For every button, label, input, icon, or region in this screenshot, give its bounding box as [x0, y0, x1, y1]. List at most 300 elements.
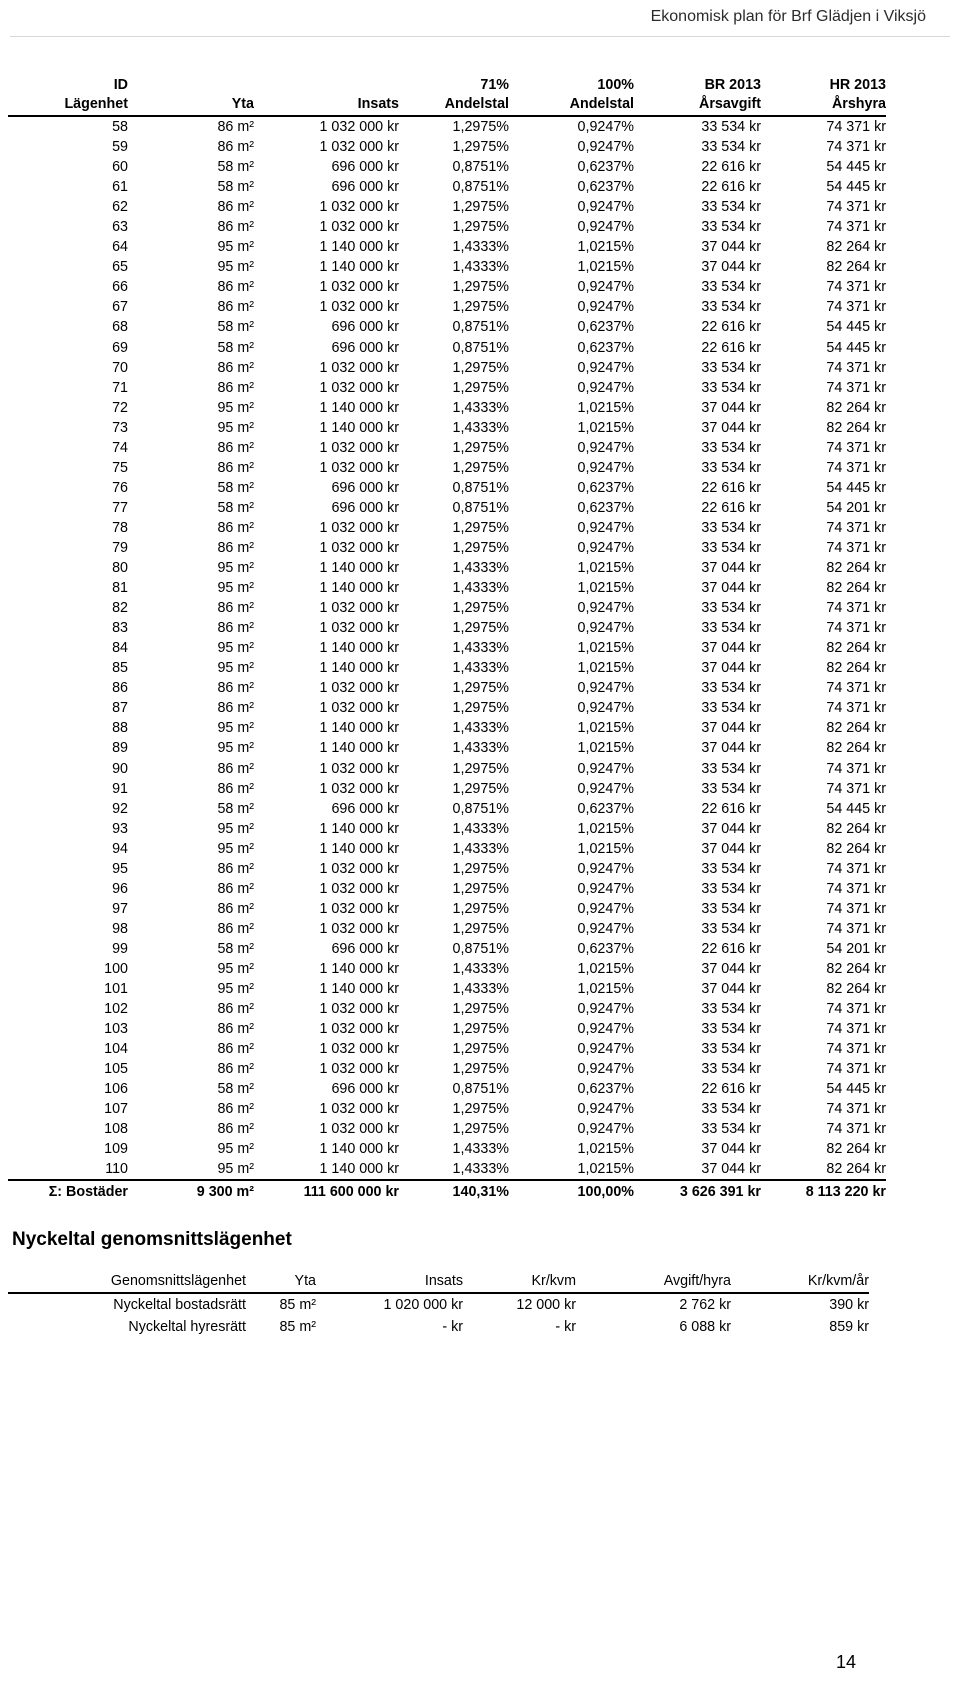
table-cell: 82 264 kr	[826, 840, 886, 857]
table-cell: 104	[104, 1041, 128, 1058]
table-cell: 74 371 kr	[826, 1021, 886, 1038]
table-cell: 1 032 000 kr	[319, 519, 399, 536]
table-cell: 74 371 kr	[826, 459, 886, 476]
table-cell: 33 534 kr	[701, 620, 761, 637]
table-cell: 95 m²	[217, 1141, 254, 1158]
table-cell: 696 000 kr	[331, 179, 399, 196]
header-cell: HR 2013	[829, 77, 886, 93]
table-cell: 95 m²	[217, 1161, 254, 1178]
table-row	[8, 979, 886, 999]
table-cell: 0,9247%	[577, 359, 634, 376]
table-cell: 33 534 kr	[701, 459, 761, 476]
table-cell: 33 534 kr	[701, 139, 761, 156]
table-cell: 1,4333%	[452, 820, 509, 837]
table-cell: 1 032 000 kr	[319, 900, 399, 917]
table-cell: 1,2975%	[452, 139, 509, 156]
table-row	[8, 759, 886, 779]
table-cell: 1,0215%	[577, 740, 634, 757]
table-cell: 33 534 kr	[701, 1121, 761, 1138]
table-cell: 95 m²	[217, 580, 254, 597]
table-cell: 86 m²	[217, 459, 254, 476]
header-divider	[10, 36, 950, 37]
table-row	[8, 1019, 886, 1039]
table-cell: 1,2975%	[452, 600, 509, 617]
table-cell: 58 m²	[217, 800, 254, 817]
table-cell: 0,9247%	[577, 1061, 634, 1078]
table-cell: 0,9247%	[577, 620, 634, 637]
table-cell: 1,4333%	[452, 580, 509, 597]
table-cell: 86 m²	[217, 540, 254, 556]
table-header-row	[8, 95, 886, 116]
table-cell: 1,2975%	[452, 279, 509, 296]
table-cell: 74 371 kr	[826, 760, 886, 777]
header-cell: Insats	[316, 1270, 463, 1293]
total-cell: 3 626 391 kr	[634, 1180, 761, 1203]
table-cell: 1,4333%	[452, 560, 509, 577]
total-row	[8, 1180, 886, 1203]
table-cell: 54 445 kr	[826, 159, 886, 176]
key-figures-row	[8, 1293, 869, 1316]
table-row	[8, 939, 886, 959]
table-cell: 0,9247%	[577, 139, 634, 156]
table-row	[8, 879, 886, 899]
table-cell: 86 m²	[217, 1041, 254, 1058]
table-cell: 37 044 kr	[701, 399, 761, 416]
table-cell: 74 371 kr	[826, 1041, 886, 1058]
table-row	[8, 658, 886, 678]
table-cell: 82 264 kr	[826, 640, 886, 657]
table-cell: 33 534 kr	[701, 880, 761, 897]
table-cell: 0,9247%	[577, 299, 634, 316]
table-cell: 95 m²	[217, 560, 254, 577]
table-cell: 74 371 kr	[826, 860, 886, 877]
table-cell: 74 371 kr	[826, 439, 886, 456]
table-cell: 1 032 000 kr	[319, 680, 399, 697]
table-cell: 0,9247%	[577, 439, 634, 456]
table-cell: 1,4333%	[452, 640, 509, 657]
table-cell: 1,0215%	[577, 259, 634, 276]
table-cell: 1 032 000 kr	[319, 1001, 399, 1018]
table-cell: 95 m²	[217, 981, 254, 998]
table-row	[8, 378, 886, 398]
table-cell: 1,2975%	[452, 1041, 509, 1058]
table-cell: 0,6237%	[577, 319, 634, 336]
table-cell: 37 044 kr	[701, 840, 761, 857]
table-cell: 95 m²	[217, 239, 254, 256]
table-cell: 90	[112, 760, 128, 777]
table-cell: 86 m²	[217, 900, 254, 917]
table-cell: 696 000 kr	[331, 319, 399, 336]
table-row	[8, 1099, 886, 1119]
table-cell: 1,2975%	[452, 700, 509, 717]
table-cell: 109	[104, 1141, 128, 1158]
table-cell: 74 371 kr	[826, 600, 886, 617]
table-cell: 1 032 000 kr	[319, 139, 399, 156]
table-cell: 1 140 000 kr	[319, 419, 399, 436]
table-cell: 0,9247%	[577, 199, 634, 216]
table-cell: 82 264 kr	[826, 239, 886, 256]
table-cell: 33 534 kr	[701, 379, 761, 396]
table-cell: 0,8751%	[452, 479, 509, 496]
table-cell: 22 616 kr	[701, 940, 761, 957]
table-cell: 98	[112, 920, 128, 937]
table-row	[8, 1159, 886, 1180]
table-cell: 95 m²	[217, 399, 254, 416]
table-cell: 37 044 kr	[701, 960, 761, 977]
table-cell: 1 032 000 kr	[319, 920, 399, 937]
table-cell: 1,0215%	[577, 720, 634, 737]
table-cell: 54 445 kr	[826, 1081, 886, 1098]
header-cell: 100%	[597, 77, 634, 93]
table-cell: 0,9247%	[577, 540, 634, 556]
table-cell: 1 032 000 kr	[319, 880, 399, 897]
table-cell: 0,9247%	[577, 900, 634, 917]
table-row	[8, 297, 886, 317]
table-row	[8, 638, 886, 658]
table-cell: 1,0215%	[577, 840, 634, 857]
table-cell: 1,4333%	[452, 419, 509, 436]
table-cell: 1 140 000 kr	[319, 820, 399, 837]
page-number: 14	[835, 1652, 856, 1672]
table-row	[8, 558, 886, 578]
table-cell: 110	[105, 1161, 128, 1178]
table-cell: 1 032 000 kr	[319, 119, 399, 136]
table-cell: 86 m²	[217, 199, 254, 216]
key-figures-table	[8, 1270, 869, 1338]
table-cell: 33 534 kr	[701, 860, 761, 877]
table-cell: 86 m²	[217, 139, 254, 156]
table-cell: 0,9247%	[577, 680, 634, 697]
header-cell: Kr/kvm	[463, 1270, 576, 1293]
table-row	[8, 1119, 886, 1139]
table-cell: 22 616 kr	[701, 499, 761, 516]
table-cell: 82 264 kr	[826, 259, 886, 276]
table-cell: 1,0215%	[577, 820, 634, 837]
table-row	[8, 698, 886, 718]
table-cell: 0,8751%	[452, 940, 509, 957]
table-cell: 696 000 kr	[331, 339, 399, 356]
table-cell: 1 032 000 kr	[319, 620, 399, 637]
table-cell: 58 m²	[217, 940, 254, 957]
table-cell: 74 371 kr	[826, 880, 886, 897]
table-cell: 0,9247%	[577, 920, 634, 937]
table-cell: 33 534 kr	[701, 199, 761, 216]
table-cell: 74 371 kr	[826, 620, 886, 637]
table-cell: 82 264 kr	[826, 981, 886, 998]
table-cell: 54 445 kr	[826, 339, 886, 356]
table-cell: 1,4333%	[452, 740, 509, 757]
table-cell: 100	[104, 960, 128, 977]
table-row	[8, 177, 886, 197]
table-cell: 1 140 000 kr	[319, 259, 399, 276]
table-cell: 1,2975%	[452, 900, 509, 917]
table-cell: 1,2975%	[452, 860, 509, 877]
table-cell: 82 264 kr	[826, 1161, 886, 1178]
table-cell: 86 m²	[217, 359, 254, 376]
table-cell: 82 264 kr	[826, 419, 886, 436]
table-cell: 1 032 000 kr	[319, 1061, 399, 1078]
total-cell: 8 113 220 kr	[761, 1180, 886, 1203]
table-cell: 1 020 000 kr	[383, 1297, 463, 1313]
table-row	[8, 718, 886, 738]
table-cell: 1 032 000 kr	[319, 379, 399, 396]
table-cell: 696 000 kr	[331, 940, 399, 957]
table-cell: 1 032 000 kr	[319, 359, 399, 376]
table-cell: 0,9247%	[577, 279, 634, 296]
table-cell: 71	[112, 379, 128, 396]
table-cell: 0,9247%	[577, 700, 634, 717]
table-cell: 0,9247%	[577, 1041, 634, 1058]
table-row	[8, 1139, 886, 1159]
table-cell: 1 140 000 kr	[319, 840, 399, 857]
table-cell: 0,9247%	[577, 379, 634, 396]
table-cell: 95 m²	[217, 740, 254, 757]
table-row	[8, 899, 886, 919]
table-cell: 85	[112, 660, 128, 677]
table-cell: 58 m²	[217, 479, 254, 496]
table-cell: 70	[112, 359, 128, 376]
table-cell: 86 m²	[217, 1101, 254, 1118]
table-cell: 1,2975%	[452, 459, 509, 476]
table-cell: 54 201 kr	[826, 499, 886, 516]
table-cell: 61	[112, 179, 128, 196]
table-cell: 33 534 kr	[701, 700, 761, 717]
table-row	[8, 157, 886, 177]
table-cell: 0,8751%	[452, 319, 509, 336]
table-cell: 94	[112, 840, 128, 857]
table-row	[8, 799, 886, 819]
header-cell: Yta	[128, 95, 254, 116]
table-cell: 0,9247%	[577, 600, 634, 617]
table-cell: 1,0215%	[577, 981, 634, 998]
table-cell: 1 140 000 kr	[319, 399, 399, 416]
table-cell: 74 371 kr	[826, 900, 886, 917]
table-cell: 78	[112, 519, 128, 536]
table-row	[8, 498, 886, 518]
table-cell: 0,6237%	[577, 499, 634, 516]
table-cell: 74 371 kr	[826, 219, 886, 236]
table-cell: 58 m²	[217, 339, 254, 356]
table-cell: 102	[104, 1001, 128, 1018]
table-row	[8, 257, 886, 277]
table-cell: 0,8751%	[452, 800, 509, 817]
table-row	[8, 1059, 886, 1079]
table-cell: 86 m²	[217, 219, 254, 236]
table-cell: 88	[112, 720, 128, 737]
total-cell: 140,31%	[399, 1180, 509, 1203]
table-cell: 1 140 000 kr	[319, 660, 399, 677]
table-cell: 82 264 kr	[826, 720, 886, 737]
table-cell: 54 445 kr	[826, 319, 886, 336]
table-cell: 1,4333%	[452, 399, 509, 416]
table-cell: 1,0215%	[577, 560, 634, 577]
table-cell: 33 534 kr	[701, 1021, 761, 1038]
table-cell: 0,9247%	[577, 519, 634, 536]
table-cell: 1 032 000 kr	[319, 279, 399, 296]
header-cell: Andelstal	[399, 95, 509, 116]
table-cell: 0,8751%	[452, 159, 509, 176]
header-cell: Lägenhet	[8, 95, 128, 116]
table-cell: 82 264 kr	[826, 580, 886, 597]
table-cell: 1,4333%	[452, 960, 509, 977]
table-cell: 33 534 kr	[701, 900, 761, 917]
table-cell: 74 371 kr	[826, 1101, 886, 1118]
table-cell: 1,2975%	[452, 359, 509, 376]
table-cell: 1 140 000 kr	[319, 720, 399, 737]
table-row	[8, 398, 886, 418]
table-cell: 1 140 000 kr	[319, 1141, 399, 1158]
table-cell: 12 000 kr	[516, 1297, 576, 1313]
table-row	[8, 137, 886, 157]
header-cell: 71%	[480, 77, 509, 93]
table-row	[8, 217, 886, 237]
table-cell: 63	[112, 219, 128, 236]
table-cell: 22 616 kr	[701, 179, 761, 196]
table-cell: 92	[112, 800, 128, 817]
table-cell: 0,8751%	[452, 499, 509, 516]
key-figures-title: Nyckeltal genomsnittslägenhet	[12, 1229, 292, 1250]
table-cell: 1,4333%	[452, 1161, 509, 1178]
table-row	[8, 919, 886, 939]
table-cell: 60	[112, 159, 128, 176]
table-cell: 74 371 kr	[826, 780, 886, 797]
header-cell: BR 2013	[704, 77, 761, 93]
table-cell: 74 371 kr	[826, 1061, 886, 1078]
table-cell: 74 371 kr	[826, 920, 886, 937]
table-cell: 95 m²	[217, 960, 254, 977]
table-cell: 82 264 kr	[826, 740, 886, 757]
table-cell: 1,4333%	[452, 1141, 509, 1158]
table-cell: 82 264 kr	[826, 560, 886, 577]
table-cell: 1 140 000 kr	[319, 580, 399, 597]
table-row	[8, 959, 886, 979]
table-row	[8, 438, 886, 458]
table-cell: 33 534 kr	[701, 439, 761, 456]
table-cell: 0,9247%	[577, 780, 634, 797]
table-cell: 37 044 kr	[701, 239, 761, 256]
table-cell: 37 044 kr	[701, 820, 761, 837]
table-cell: 1 032 000 kr	[319, 1121, 399, 1138]
table-cell: 74 371 kr	[826, 199, 886, 216]
table-cell: 1 140 000 kr	[319, 740, 399, 757]
header-cell: Årshyra	[761, 95, 886, 116]
table-cell: 0,9247%	[577, 860, 634, 877]
table-cell: 33 534 kr	[701, 1001, 761, 1018]
table-cell: 0,6237%	[577, 339, 634, 356]
table-cell: 105	[104, 1061, 128, 1078]
table-cell: 22 616 kr	[701, 800, 761, 817]
table-cell: 1 032 000 kr	[319, 439, 399, 456]
table-cell: 1,2975%	[452, 119, 509, 136]
table-header-row	[8, 76, 886, 95]
total-cell: 9 300 m²	[128, 1180, 254, 1203]
table-cell: 1,2975%	[452, 519, 509, 536]
table-cell: 95 m²	[217, 820, 254, 837]
table-cell: 37 044 kr	[701, 1141, 761, 1158]
table-cell: 0,9247%	[577, 1101, 634, 1118]
table-cell: 81	[112, 580, 128, 597]
table-cell: 86 m²	[217, 439, 254, 456]
table-cell: 82 264 kr	[826, 660, 886, 677]
table-cell: 0,9247%	[577, 1121, 634, 1138]
table-cell: 0,8751%	[452, 179, 509, 196]
table-cell: 1,2975%	[452, 1061, 509, 1078]
table-cell: 54 445 kr	[826, 800, 886, 817]
header-cell	[254, 76, 399, 95]
table-cell: 22 616 kr	[701, 319, 761, 336]
table-cell: 37 044 kr	[701, 560, 761, 577]
header-cell: Yta	[246, 1270, 316, 1293]
table-cell: 76	[112, 479, 128, 496]
table-cell: 77	[112, 499, 128, 516]
table-cell: 0,6237%	[577, 159, 634, 176]
table-cell: 37 044 kr	[701, 580, 761, 597]
table-cell: 95 m²	[217, 259, 254, 276]
header-cell: Insats	[254, 95, 399, 116]
table-cell: 0,9247%	[577, 1001, 634, 1018]
table-cell: 99	[112, 940, 128, 957]
table-cell: 1,2975%	[452, 299, 509, 316]
table-cell: 1,0215%	[577, 399, 634, 416]
table-cell: 64	[112, 239, 128, 256]
table-cell: 1 032 000 kr	[319, 700, 399, 717]
table-cell: 1,4333%	[452, 259, 509, 276]
table-cell: 1,2975%	[452, 880, 509, 897]
table-cell: 54 445 kr	[826, 179, 886, 196]
row-label: Nyckeltal bostadsrätt	[113, 1297, 246, 1313]
table-cell: 87	[112, 700, 128, 717]
table-row	[8, 1039, 886, 1059]
table-cell: 1,2975%	[452, 1021, 509, 1038]
table-cell: 33 534 kr	[701, 1061, 761, 1078]
table-cell: 72	[112, 399, 128, 416]
table-cell: 1 140 000 kr	[319, 640, 399, 657]
key-figures-row	[8, 1316, 869, 1338]
table-cell: 1,4333%	[452, 981, 509, 998]
table-cell: 83	[112, 620, 128, 637]
table-cell: 1,4333%	[452, 840, 509, 857]
table-cell: 108	[104, 1121, 128, 1138]
table-cell: 1,2975%	[452, 680, 509, 697]
header-cell: Avgift/hyra	[576, 1270, 731, 1293]
table-cell: 22 616 kr	[701, 479, 761, 496]
table-cell: 1,2975%	[452, 540, 509, 556]
table-cell: 1,0215%	[577, 1141, 634, 1158]
table-cell: 1 032 000 kr	[319, 1041, 399, 1058]
table-cell: 1 032 000 kr	[319, 860, 399, 877]
table-row	[8, 859, 886, 879]
table-row	[8, 738, 886, 758]
table-cell: 74 371 kr	[826, 279, 886, 296]
table-cell: 33 534 kr	[701, 600, 761, 617]
table-cell: 33 534 kr	[701, 540, 761, 556]
table-row	[8, 779, 886, 799]
table-cell: 696 000 kr	[331, 499, 399, 516]
table-cell: 0,6237%	[577, 940, 634, 957]
table-cell: 1,2975%	[452, 1001, 509, 1018]
table-cell: 82 264 kr	[826, 960, 886, 977]
table-cell: 1,0215%	[577, 580, 634, 597]
table-cell: 89	[112, 740, 128, 757]
table-cell: 86 m²	[217, 760, 254, 777]
table-cell: 1 140 000 kr	[319, 981, 399, 998]
total-cell: 111 600 000 kr	[254, 1180, 399, 1203]
table-cell: 1,0215%	[577, 239, 634, 256]
table-row	[8, 317, 886, 337]
table-cell: 80	[112, 560, 128, 577]
table-row	[8, 478, 886, 498]
table-cell: 69	[112, 339, 128, 356]
